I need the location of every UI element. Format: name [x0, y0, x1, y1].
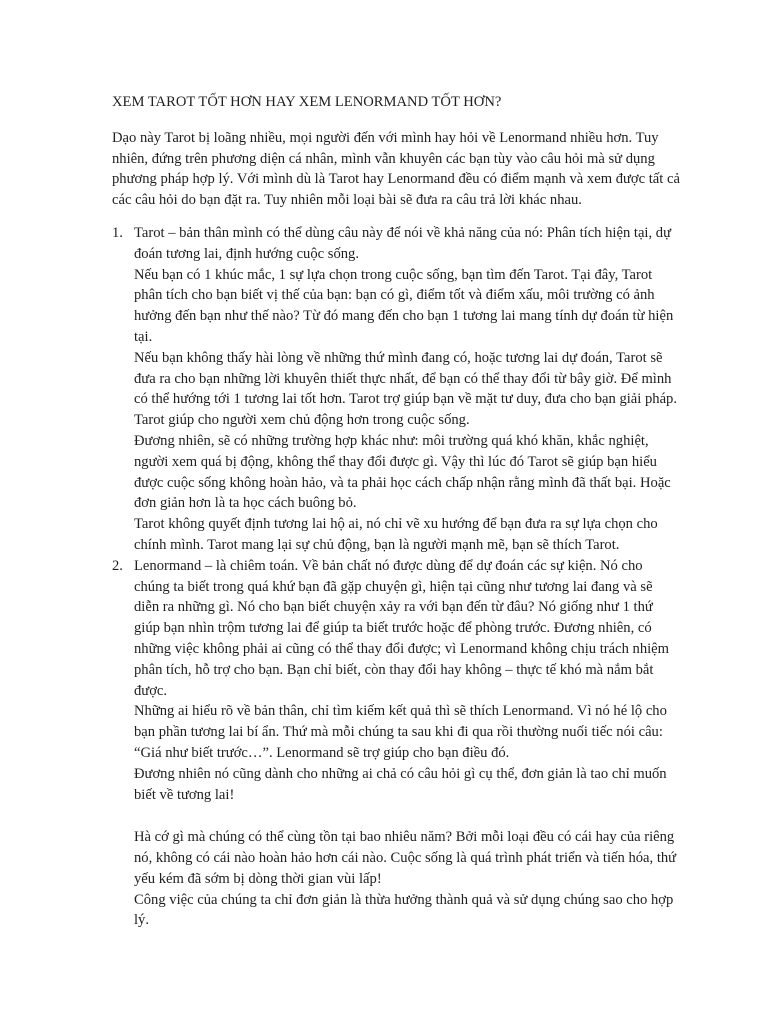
list-item-tarot [112, 223, 680, 556]
list-item-lenormand [112, 556, 680, 806]
numbered-list [112, 223, 680, 805]
list-paragraph: Nếu bạn có 1 khúc mắc, 1 sự lựa chọn trong cuộc sống, bạn tìm đến Tarot. Tại đây, Tarot phân tích cho bạn biết vị thế của bạn: bạn có gì, điểm tốt và điểm xấu, môi trường có ảnh hưởng đến bạn như thế nào? Từ đó mang đến cho bạn 1 tương lai mang tính dự đoán từ hiện tại. [134, 266, 674, 345]
document-title: XEM TAROT TỐT HƠN HAY XEM LENORMAND TỐT HƠN? [112, 94, 502, 110]
list-paragraph: Đương nhiên, sẽ có những trường hợp khác như: môi trường quá khó khăn, khắc nghiệt, người xem quá bị động, không thể thay đổi được gì. Vậy thì lúc đó Tarot sẽ giúp bạn hiểu được cuộc sống không hoàn hảo, và ta phải học cách chấp nhận rằng mình đã thất bại. Hoặc đơn giản hơn là ta học cách buông bỏ. [134, 432, 671, 512]
list-paragraph: Những ai hiểu rõ về bản thân, chỉ tìm kiếm kết quả thì sẽ thích Lenormand. Vì nó hé lộ cho bạn phần tương lai bí ẩn. Thứ mà mỗi chúng ta sau khi đi qua rồi thường nuối tiếc nói câu: “Giá như biết trước…”. Lenormand sẽ trợ giúp cho bạn điều đó. [134, 703, 667, 761]
intro-paragraph: Dạo này Tarot bị loãng nhiều, mọi người đến với mình hay hỏi về Lenormand nhiều hơn. Tuy nhiên, đứng trên phương diện cá nhân, mình vẫn khuyên các bạn tùy vào câu hỏi mà sử dụng phương pháp hợp lý. Với mình dù là Tarot hay Lenormand đều có điểm mạnh và xem được tất cả các câu hỏi do bạn đặt ra. Tuy nhiên mỗi loại bài sẽ đưa ra câu trả lời khác nhau. [112, 129, 680, 209]
list-paragraph: Tarot – bản thân mình có thể dùng câu này để nói về khả năng của nó: Phân tích hiện tại, dự đoán tương lai, định hướng cuộc sống. [134, 224, 671, 262]
closing-paragraph: Công việc của chúng ta chỉ đơn giản là thừa hưởng thành quả và sử dụng chúng sao cho hợp lý. [134, 891, 674, 929]
closing-section [112, 827, 680, 931]
list-number: 1. [112, 224, 123, 241]
list-number: 2. [112, 557, 123, 574]
list-paragraph: Lenormand – là chiêm toán. Về bản chất nó được dùng để dự đoán các sự kiện. Nó cho chúng ta biết trong quá khứ bạn đã gặp chuyện gì, hiện tại cũng như tương lai đang và sẽ diễn ra những gì. Nó cho bạn biết chuyện xảy ra với bạn đến từ đâu? Nó giống như 1 thứ giúp bạn nhìn trộm tương lai để giúp ta biết trước hoặc để phòng trước. Đương nhiên, có những việc không phải ai cũng có thể thay đổi được; vì Lenormand không chịu trách nhiệm phân tích, hỗ trợ cho bạn. Bạn chỉ biết, còn thay đổi hay không – thực tế khó mà nắm bắt được. [134, 557, 669, 699]
list-paragraph: Tarot không quyết định tương lai hộ ai, nó chỉ vẽ xu hướng để bạn đưa ra sự lựa chọn cho chính mình. Tarot mang lại sự chủ động, bạn là người mạnh mẽ, bạn sẽ thích Tarot. [134, 516, 658, 553]
list-paragraph: Đương nhiên nó cũng dành cho những ai chả có câu hỏi gì cụ thể, đơn giản là tao chỉ muốn biết về tương lai! [134, 765, 667, 803]
list-paragraph: Nếu bạn không thấy hài lòng về những thứ mình đang có, hoặc tương lai dự đoán, Tarot sẽ đưa ra cho bạn những lời khuyên thiết thực nhất, để bạn có thể thay đổi từ bây giờ. Để mình có thể hướng tới 1 tương lai tốt hơn. Tarot trợ giúp bạn về mặt tư duy, đưa cho bạn giải pháp. Tarot giúp cho người xem chủ động hơn trong cuộc sống. [134, 349, 677, 429]
closing-paragraph: Hà cớ gì mà chúng có thể cùng tồn tại bao nhiêu năm? Bởi mỗi loại đều có cái hay của riêng nó, không có cái nào hoàn hảo hơn cái nào. Cuộc sống là quá trình phát triển và tiến hóa, thứ yếu kém đã sớm bị dòng thời gian vùi lấp! [134, 829, 677, 887]
